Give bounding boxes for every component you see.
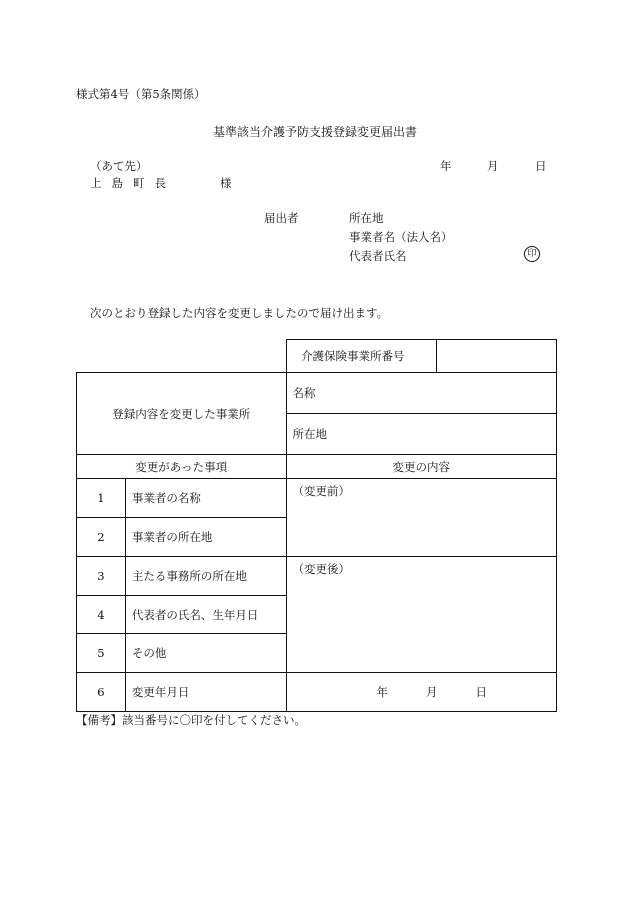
document-title: 基準該当介護予防支援登録変更届出書 <box>212 125 417 139</box>
item-label: 代表者の氏名、生年月日 <box>125 596 286 634</box>
date-month-label: 月 <box>487 159 499 173</box>
intro-text: 次のとおり登録した内容を変更しましたので届け出ます。 <box>90 306 389 320</box>
date-year-label: 年 <box>440 159 452 173</box>
office-location-field[interactable] <box>286 414 557 455</box>
seal-mark: 印 <box>524 246 540 262</box>
item-number[interactable]: 4 <box>77 596 126 634</box>
date-day-label: 日 <box>535 159 547 173</box>
table-row <box>77 479 557 518</box>
content-header: 変更の内容 <box>286 455 557 479</box>
after-label: （変更後） <box>292 562 350 576</box>
item-label: 主たる事務所の所在地 <box>125 557 286 596</box>
after-content-field[interactable] <box>286 557 557 673</box>
filer-business-name-label: 事業者名（法人名） <box>349 230 453 244</box>
change-date-month: 月 <box>426 685 438 699</box>
filer-representative-label: 代表者氏名 <box>349 249 407 263</box>
item-number[interactable]: 6 <box>77 673 126 712</box>
addressee-mayor: 上島町長 <box>90 176 176 190</box>
table-row <box>77 673 557 712</box>
office-number-label: 介護保険事業所番号 <box>287 340 437 373</box>
filer-address-label: 所在地 <box>349 211 384 225</box>
item-label: 事業者の名称 <box>125 479 286 518</box>
office-name-field[interactable] <box>286 373 557 414</box>
office-number-table <box>286 339 557 373</box>
changed-office-label: 登録内容を変更した事業所 <box>77 373 287 455</box>
office-number-field[interactable] <box>437 340 557 373</box>
before-label: （変更前） <box>292 484 350 498</box>
before-content-field[interactable] <box>286 479 557 557</box>
item-number[interactable]: 5 <box>77 634 126 673</box>
item-label: 変更年月日 <box>125 673 286 712</box>
item-label: その他 <box>125 634 286 673</box>
item-number[interactable]: 2 <box>77 518 126 557</box>
item-number[interactable]: 3 <box>77 557 126 596</box>
addressee-label: （あて先） <box>90 159 148 173</box>
office-location-label: 所在地 <box>292 427 327 441</box>
filer-label: 届出者 <box>264 211 299 225</box>
items-header: 変更があった事項 <box>77 455 287 479</box>
change-date-year: 年 <box>376 685 388 699</box>
remarks-note: 【備考】該当番号に〇印を付してください。 <box>76 713 306 727</box>
change-details-table <box>76 372 557 712</box>
table-row <box>77 557 557 596</box>
item-label: 事業者の所在地 <box>125 518 286 557</box>
form-number: 様式第4号（第5条関係） <box>76 87 206 101</box>
item-number[interactable]: 1 <box>77 479 126 518</box>
office-name-label: 名称 <box>292 386 316 400</box>
addressee-honorific: 様 <box>220 176 232 190</box>
change-date-field[interactable] <box>286 673 557 712</box>
change-date-day: 日 <box>475 685 487 699</box>
